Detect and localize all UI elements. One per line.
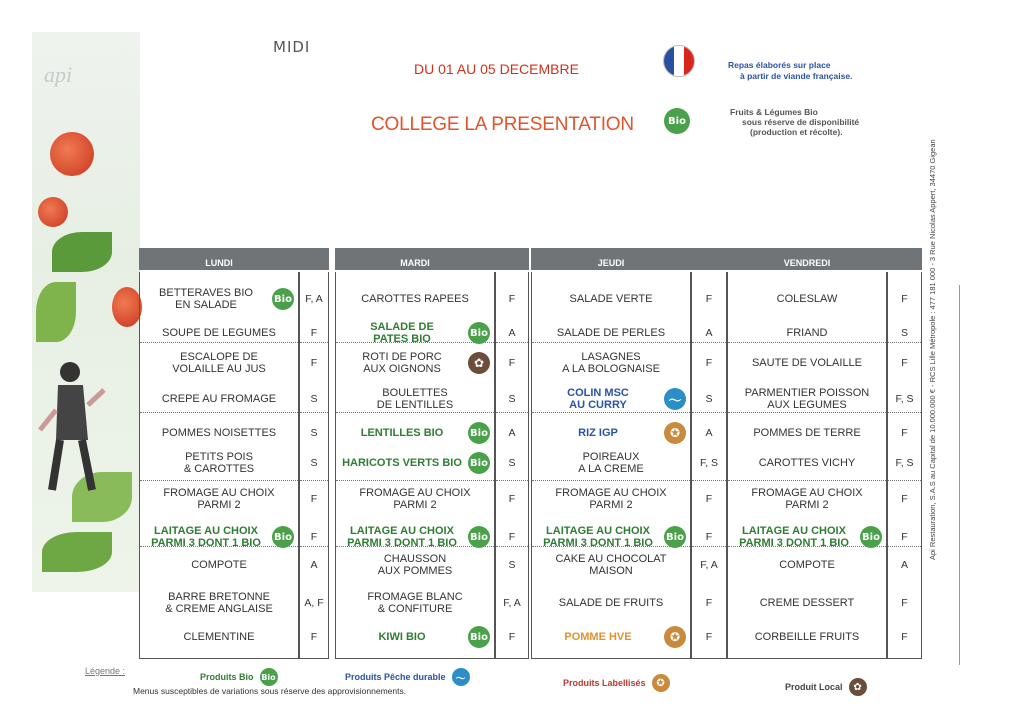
legend-item-local: Produit Local ✿ bbox=[785, 678, 867, 696]
menu-item bbox=[728, 550, 886, 580]
allergen-code: F bbox=[508, 531, 516, 543]
dish-name: FROMAGE AU CHOIX PARMI 2 bbox=[751, 486, 863, 511]
local-product-icon: ✿ bbox=[849, 678, 867, 696]
api-logo: api bbox=[44, 62, 73, 87]
label-medal-icon: ✪ bbox=[664, 422, 686, 444]
allergen-header bbox=[299, 248, 329, 270]
dish-name: RIZ IGP bbox=[578, 426, 618, 439]
meal-label: MIDI bbox=[273, 38, 311, 56]
course-separator bbox=[728, 480, 886, 481]
dish-name: SAUTE DE VOLAILLE bbox=[751, 356, 863, 369]
legend-item-bio: Produits Bio Bio bbox=[200, 668, 278, 686]
allergen-code: S bbox=[508, 393, 516, 405]
dish-name: POIREAUX A LA CREME bbox=[578, 450, 644, 475]
leaf-shape bbox=[36, 282, 76, 342]
tomato-shape bbox=[50, 132, 94, 176]
bio-icon: Bio bbox=[468, 422, 490, 444]
dish-name: KIWI BIO bbox=[378, 630, 426, 643]
menu-item bbox=[532, 418, 690, 448]
allergen-code: F, S bbox=[699, 457, 719, 469]
menu-item bbox=[336, 484, 494, 514]
allergen-code: F, A bbox=[503, 597, 521, 609]
allergen-code: F bbox=[310, 327, 318, 339]
bio-icon: Bio bbox=[468, 322, 490, 344]
dish-name: ROTI DE PORC AUX OIGNONS bbox=[362, 350, 442, 375]
allergen-code: S bbox=[310, 457, 318, 469]
allergen-code: S bbox=[508, 559, 516, 571]
bio-icon: Bio bbox=[664, 526, 686, 548]
allergen-header bbox=[887, 248, 922, 270]
person-illustration bbox=[38, 350, 108, 550]
menu-item bbox=[532, 522, 690, 552]
dish-name: CREPE AU FROMAGE bbox=[161, 392, 277, 405]
allergen-code: F bbox=[310, 357, 318, 369]
dish-name: COLIN MSC AU CURRY bbox=[567, 386, 629, 411]
course-separator bbox=[692, 480, 726, 481]
allergen-code: F bbox=[901, 427, 908, 439]
menu-item bbox=[532, 622, 690, 652]
allergen-code: A bbox=[705, 327, 713, 339]
allergen-code: F bbox=[901, 293, 908, 305]
dish-name: CHAUSSON AUX POMMES bbox=[377, 552, 453, 577]
allergen-code: S bbox=[900, 327, 908, 339]
menu-item bbox=[336, 418, 494, 448]
allergen-code: A, F bbox=[304, 597, 324, 609]
allergen-code: F bbox=[508, 493, 516, 505]
bio-icon: Bio bbox=[272, 526, 294, 548]
course-separator bbox=[532, 480, 690, 481]
menu-item bbox=[140, 348, 298, 378]
bio-icon: Bio bbox=[272, 288, 294, 310]
allergen-code: A bbox=[900, 559, 908, 571]
divider bbox=[959, 285, 960, 665]
allergen-code: F bbox=[705, 597, 713, 609]
fish-icon: 〜 bbox=[452, 668, 470, 686]
menu-item bbox=[728, 384, 886, 414]
legend-item-peche: Produits Pêche durable 〜 bbox=[345, 668, 470, 686]
menu-item bbox=[140, 318, 298, 348]
menu-item bbox=[140, 448, 298, 478]
menu-item bbox=[336, 284, 494, 314]
menu-item bbox=[140, 550, 298, 580]
allergen-column bbox=[887, 272, 922, 659]
dish-name: FROMAGE AU CHOIX PARMI 2 bbox=[359, 486, 471, 511]
menu-item bbox=[532, 384, 690, 414]
allergen-code: F bbox=[705, 531, 713, 543]
day-header: MARDI bbox=[335, 248, 495, 270]
weekly-menu-table bbox=[131, 248, 922, 659]
day-column bbox=[727, 272, 887, 659]
allergen-code: F, S bbox=[895, 457, 914, 469]
dish-name: HARICOTS VERTS BIO bbox=[342, 456, 462, 469]
day-header: JEUDI bbox=[531, 248, 691, 270]
menu-item bbox=[336, 588, 494, 618]
allergen-code: S bbox=[310, 427, 318, 439]
menu-item bbox=[336, 348, 494, 378]
day-column bbox=[139, 272, 299, 659]
dish-name: LAITAGE AU CHOIX PARMI 3 DONT 1 BIO bbox=[543, 524, 653, 549]
dish-name: LASAGNES A LA BOLOGNAISE bbox=[562, 350, 660, 375]
dish-name: BARRE BRETONNE & CREME ANGLAISE bbox=[165, 590, 273, 615]
dish-name: POMME HVE bbox=[564, 630, 632, 643]
allergen-code: F bbox=[705, 493, 713, 505]
allergen-code: F bbox=[705, 293, 713, 305]
dish-name: CORBEILLE FRUITS bbox=[754, 630, 860, 643]
allergen-code: F bbox=[901, 631, 908, 643]
dish-name: FROMAGE AU CHOIX PARMI 2 bbox=[555, 486, 667, 511]
bio-note: Fruits & Légumes Bio sous réserve de disponibilité (production et récolte). bbox=[730, 107, 860, 137]
allergen-code: F bbox=[310, 493, 318, 505]
dish-name: LAITAGE AU CHOIX PARMI 3 DONT 1 BIO bbox=[347, 524, 457, 549]
course-separator bbox=[336, 480, 494, 481]
allergen-code: F bbox=[901, 493, 908, 505]
dish-name: SALADE DE PATES BIO bbox=[370, 320, 434, 345]
dish-name: COMPOTE bbox=[779, 558, 835, 571]
dish-name: COMPOTE bbox=[191, 558, 247, 571]
school-name: COLLEGE LA PRESENTATION bbox=[371, 114, 634, 135]
allergen-code: F bbox=[508, 631, 516, 643]
dish-name: SALADE DE FRUITS bbox=[558, 596, 664, 609]
menu-item bbox=[336, 522, 494, 552]
menu-item bbox=[728, 418, 886, 448]
dish-name: FROMAGE BLANC & CONFITURE bbox=[367, 590, 463, 615]
day-column bbox=[335, 272, 495, 659]
dish-name: CAKE AU CHOCOLAT MAISON bbox=[555, 552, 667, 577]
menu-item bbox=[336, 318, 494, 348]
allergen-code: F bbox=[901, 531, 908, 543]
course-separator bbox=[140, 480, 298, 481]
menu-item bbox=[728, 284, 886, 314]
course-separator bbox=[888, 480, 921, 481]
leaf-shape bbox=[52, 232, 112, 272]
menu-item bbox=[532, 284, 690, 314]
dish-name: LAITAGE AU CHOIX PARMI 3 DONT 1 BIO bbox=[151, 524, 261, 549]
allergen-code: F bbox=[310, 631, 318, 643]
day-column bbox=[531, 272, 691, 659]
menu-item bbox=[336, 622, 494, 652]
dish-name: CLEMENTINE bbox=[183, 630, 255, 643]
allergen-column bbox=[691, 272, 727, 659]
dish-name: PETITS POIS & CAROTTES bbox=[183, 450, 255, 475]
bio-icon: Bio bbox=[468, 626, 490, 648]
menu-item bbox=[728, 348, 886, 378]
dish-name: SALADE DE PERLES bbox=[556, 326, 666, 339]
menu-item bbox=[336, 550, 494, 580]
menu-item bbox=[728, 588, 886, 618]
bio-icon: Bio bbox=[860, 526, 882, 548]
allergen-code: F bbox=[310, 531, 318, 543]
allergen-header bbox=[691, 248, 727, 270]
allergen-code: F bbox=[901, 597, 908, 609]
dish-name: ESCALOPE DE VOLAILLE AU JUS bbox=[172, 350, 266, 375]
allergen-code: S bbox=[310, 393, 318, 405]
france-flag-icon bbox=[663, 45, 695, 77]
tomato-shape bbox=[38, 197, 68, 227]
bio-icon: Bio bbox=[468, 452, 490, 474]
dish-name: POMMES DE TERRE bbox=[753, 426, 861, 439]
menu-item bbox=[532, 550, 690, 580]
allergen-column bbox=[495, 272, 529, 659]
label-medal-icon: ✪ bbox=[652, 674, 670, 692]
course-separator bbox=[300, 480, 328, 481]
menu-item bbox=[532, 484, 690, 514]
day-header: LUNDI bbox=[139, 248, 299, 270]
allergen-code: S bbox=[705, 393, 713, 405]
menu-item bbox=[728, 622, 886, 652]
menu-item bbox=[140, 522, 298, 552]
allergen-code: S bbox=[508, 457, 516, 469]
dish-name: CAROTTES RAPEES bbox=[361, 292, 469, 305]
legend-title: Légende : bbox=[85, 666, 126, 676]
allergen-code: F bbox=[508, 293, 516, 305]
dish-name: COLESLAW bbox=[776, 292, 838, 305]
bio-icon: Bio bbox=[260, 668, 278, 686]
dish-name: SALADE VERTE bbox=[569, 292, 653, 305]
dish-name: PARMENTIER POISSON AUX LEGUMES bbox=[744, 386, 870, 411]
allergen-code: A bbox=[508, 427, 516, 439]
allergen-code: A bbox=[705, 427, 713, 439]
dish-name: CREME DESSERT bbox=[759, 596, 855, 609]
bio-icon: Bio bbox=[664, 108, 690, 134]
menu-item bbox=[140, 622, 298, 652]
legend-footnote: Menus susceptibles de variations sous réserve des approvisionnements. bbox=[133, 686, 407, 696]
dish-name: FRIAND bbox=[786, 326, 828, 339]
menu-item bbox=[728, 522, 886, 552]
dish-name: POMMES NOISETTES bbox=[161, 426, 277, 439]
dish-name: CAROTTES VICHY bbox=[758, 456, 856, 469]
menu-item bbox=[532, 348, 690, 378]
menu-item bbox=[140, 384, 298, 414]
allergen-code: F bbox=[508, 357, 516, 369]
legend bbox=[85, 664, 985, 714]
allergen-code: F bbox=[705, 357, 713, 369]
local-product-icon: ✿ bbox=[468, 352, 490, 374]
dish-name: BOULETTES DE LENTILLES bbox=[376, 386, 454, 411]
dish-name: SOUPE DE LEGUMES bbox=[162, 326, 276, 339]
menu-item bbox=[140, 588, 298, 618]
dish-name: FROMAGE AU CHOIX PARMI 2 bbox=[163, 486, 275, 511]
menu-item bbox=[728, 318, 886, 348]
day-header: VENDREDI bbox=[727, 248, 887, 270]
fish-icon: 〜 bbox=[664, 388, 686, 410]
menu-item bbox=[336, 384, 494, 414]
france-note: Repas élaborés sur place à partir de viande française. bbox=[728, 60, 853, 81]
company-legal-text: Api Restauration, S.A.S au Capital de 10.000.000 € - RCS Lille Métropole : 477 181 000 - 3 Rue Nicolas Appert, 34470 Gigean bbox=[928, 139, 937, 560]
menu-item bbox=[728, 448, 886, 478]
menu-item bbox=[532, 588, 690, 618]
menu-item bbox=[140, 418, 298, 448]
date-range: DU 01 AU 05 DECEMBRE bbox=[414, 61, 579, 77]
allergen-header bbox=[495, 248, 529, 270]
menu-item bbox=[532, 318, 690, 348]
allergen-code: F, A bbox=[305, 293, 323, 305]
label-medal-icon: ✪ bbox=[664, 626, 686, 648]
allergen-code: A bbox=[310, 559, 318, 571]
dish-name: LENTILLES BIO bbox=[360, 426, 444, 439]
allergen-code: F, S bbox=[895, 393, 914, 405]
menu-item bbox=[140, 484, 298, 514]
dish-name: LAITAGE AU CHOIX PARMI 3 DONT 1 BIO bbox=[739, 524, 849, 549]
allergen-code: F bbox=[901, 357, 908, 369]
allergen-code: F, A bbox=[700, 559, 718, 571]
menu-item bbox=[336, 448, 494, 478]
legend-item-label: Produits Labellisés ✪ bbox=[563, 674, 670, 692]
menu-item bbox=[728, 484, 886, 514]
allergen-code: A bbox=[508, 327, 516, 339]
menu-item bbox=[532, 448, 690, 478]
allergen-code: F bbox=[705, 631, 713, 643]
course-separator bbox=[496, 480, 528, 481]
dish-name: BETTERAVES BIO EN SALADE bbox=[159, 286, 253, 311]
bio-icon: Bio bbox=[468, 526, 490, 548]
allergen-column bbox=[299, 272, 329, 659]
menu-item bbox=[140, 284, 298, 314]
